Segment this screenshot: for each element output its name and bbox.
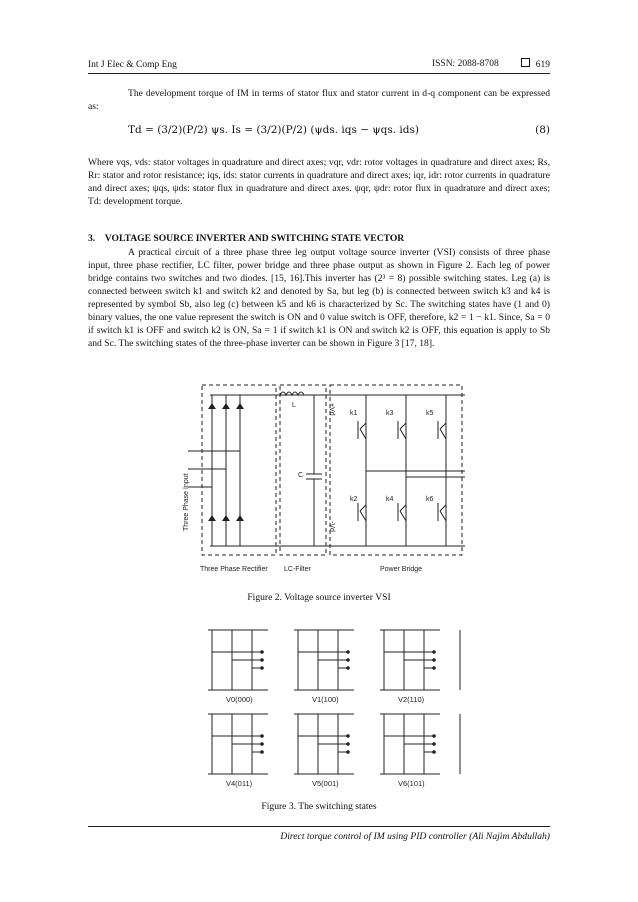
igbt-k3-icon: [398, 421, 406, 439]
page-footer: Direct torque control of IM using PID controller (Ali Najim Abdullah): [88, 826, 550, 842]
section-number: 3.: [88, 233, 96, 244]
paragraph-definitions: Where vqs, vds: stator voltages in quadrature and direct axes; vqr, vdr: rotor voltages in quadrature and direct axes; Rs, Rr: stator and rotor resistance; iqs, ids: stator currents in quadrature and direct axes; iqr, idr: rotor currents in quadrature and direct axes; ψqs, ψds: stator flux in quadrature and direct axes. ψqr, ψdr: rotor flux in quadrature and direct axes; Td: development torque.: [88, 157, 550, 207]
page-number-group: [521, 58, 550, 70]
label-k5: k5: [426, 410, 434, 417]
figure-vsi-circuit: [180, 381, 465, 576]
switch-cell-v1: [294, 630, 354, 690]
state-label-v2: V2(110): [398, 695, 425, 704]
label-capacitor: C: [298, 472, 304, 479]
igbt-k4-icon: [398, 503, 406, 521]
paragraph-torque: The development torque of IM in terms of stator flux and stator current in d-q component can be expressed as:: [88, 88, 550, 112]
switch-cell-v6: [380, 714, 440, 774]
state-label-v1: V1(100): [312, 695, 339, 704]
state-label-v6: V6(101): [398, 779, 425, 788]
label-lc-filter: LC-Filter: [284, 566, 311, 573]
switch-cell-v0: [208, 630, 268, 690]
label-k3: k3: [386, 410, 394, 417]
label-k4: k4: [386, 496, 394, 503]
state-label-v0: V0(000): [226, 695, 253, 704]
igbt-k1-icon: [358, 421, 366, 439]
page-number: 619: [535, 60, 550, 70]
page-header: [88, 58, 550, 74]
label-power-bridge: Power Bridge: [380, 566, 423, 573]
header-right: [432, 58, 550, 70]
igbt-k6-icon: [438, 503, 446, 521]
switch-cell-v4: [208, 714, 268, 774]
label-vplus: +Vd: [328, 403, 335, 416]
issn: ISSN: 2088-8708: [431, 59, 499, 69]
igbt-k2-icon: [358, 503, 366, 521]
section-heading: [88, 233, 404, 244]
section-title: VOLTAGE SOURCE INVERTER AND SWITCHING STATE VECTOR: [104, 233, 405, 244]
switch-cell-v2: [380, 630, 440, 690]
paragraph-vsi: [88, 246, 550, 350]
state-label-v5: V5(001): [312, 779, 339, 788]
figure2-caption: Figure 2. Voltage source inverter VSI: [247, 592, 391, 603]
label-inductor: L: [292, 402, 296, 409]
state-label-v4: V4(011): [226, 779, 253, 788]
equation-8: [128, 124, 550, 136]
label-k1: k1: [350, 410, 358, 417]
switch-cell-v5: [294, 714, 354, 774]
journal-name: Int J Elec & Comp Eng: [88, 60, 177, 70]
equation-text: Td = (3/2)(P/2) ψs. Is = (3/2)(P/2) (ψds. iqs − ψqs. ids): [128, 124, 419, 136]
equation-number: (8): [535, 124, 550, 136]
label-vminus: -Vd: [328, 521, 335, 532]
label-rectifier: Three Phase Rectifier: [200, 566, 268, 573]
paragraph-vsi-text: A practical circuit of a three phase three leg output voltage source inverter (VSI) consists of three phase input, three phase rectifier, LC filter, power bridge and three phase output as shown in Figure 2. Each leg of power bridge contains two switches and two diodes. [15, 16].This inverter has (2³ = 8) possible switching states. Leg (a) is connected between switch k1 and switch k2 and denoted by Sa, but leg (b) is connected between switch k3 and k4 is represented by symbol Sb, also leg (c) between k5 and k6 is characterized by Sc. The switching states have (1 and 0) binary values, the one value represent the switch is ON and 0 value switch is OFF, therefore, k2 = 1 − k1. Since, Sa = 0 if switch k1 is OFF and switch k2 is ON, Sa = 1 if switch k1 is ON and switch k2 is OFF, this equation is apply to Sb and Sc. The switching states of the three-phase inverter can be shown in Figure 3 [17, 18].: [88, 247, 550, 349]
figure3-caption: Figure 3. The switching states: [261, 801, 377, 812]
label-three-phase-input: Three Phase Input: [183, 473, 190, 531]
figure-switching-states: [198, 620, 470, 790]
checkbox-icon: [521, 58, 530, 67]
label-k6: k6: [426, 496, 434, 503]
label-k2: k2: [350, 496, 358, 503]
igbt-k5-icon: [438, 421, 446, 439]
